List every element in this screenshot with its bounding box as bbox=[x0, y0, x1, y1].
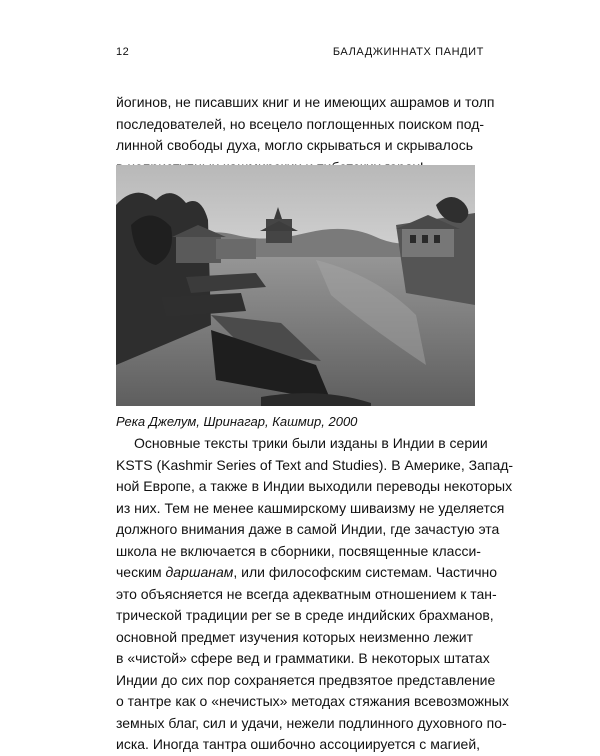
page-number: 12 bbox=[116, 46, 130, 58]
text-line: из них. Тем не менее кашмирскому шиваизму не уделяется bbox=[116, 499, 505, 516]
text-line: KSTS (Kashmir Series of Text and Studies). В Америке, Запад- bbox=[116, 456, 514, 473]
text-line: это объясняется не всегда адекватным отношением к тан- bbox=[116, 585, 497, 602]
text-line: йогинов, не писавших книг и не имеющих ашрамов и толп bbox=[116, 94, 495, 110]
right-house-window bbox=[434, 235, 440, 243]
italic-term: даршанам bbox=[165, 564, 234, 580]
text-segment: ческим bbox=[116, 564, 166, 580]
left-house-2 bbox=[216, 239, 256, 259]
text-line: о тантре как о «нечистых» методах стяжания всевозможных bbox=[116, 693, 509, 709]
text-line: Индии до сих пор сохраняется предвзятое представление bbox=[116, 671, 496, 688]
running-head: БАЛАДЖИННАТХ ПАНДИТ bbox=[332, 46, 484, 58]
river-photo bbox=[116, 165, 475, 406]
text-line: должного внимания даже в самой Индии, где зачастую эта bbox=[116, 521, 500, 537]
body-paragraph bbox=[116, 433, 514, 756]
photo-caption: Река Джелум, Шринагар, Кашмир, 2000 bbox=[116, 414, 358, 429]
text-line: иска. Иногда тантра ошибочно ассоциируется с магией, bbox=[116, 736, 481, 752]
text-line: в «чистой» сфере вед и грамматики. В некоторых штатах bbox=[116, 650, 490, 666]
left-house bbox=[176, 235, 221, 263]
text-line: земных благ, сил и удачи, нежели подлинного духовного по- bbox=[116, 714, 507, 731]
right-house-window bbox=[422, 235, 428, 243]
text-line: Основные тексты трики были изданы в Индии в серии bbox=[134, 435, 488, 451]
text-line: основной предмет изучения которых неизменно лежит bbox=[116, 628, 473, 645]
text-line: школа не включается в сборники, посвященные класси- bbox=[116, 542, 481, 559]
right-house-window bbox=[410, 235, 416, 243]
text-line: последователей, но всецело поглощенных поиском под- bbox=[116, 115, 485, 132]
text-line: ной Европе, а также в Индии выходили переводы некоторых bbox=[116, 478, 513, 494]
text-segment: , или философским системам. Частично bbox=[233, 564, 498, 580]
text-line bbox=[116, 562, 498, 584]
text-line: трической традиции per se в среде индийских брахманов, bbox=[116, 607, 494, 623]
text-line: линной свободы духа, могло скрываться и скрывалось bbox=[116, 137, 473, 153]
